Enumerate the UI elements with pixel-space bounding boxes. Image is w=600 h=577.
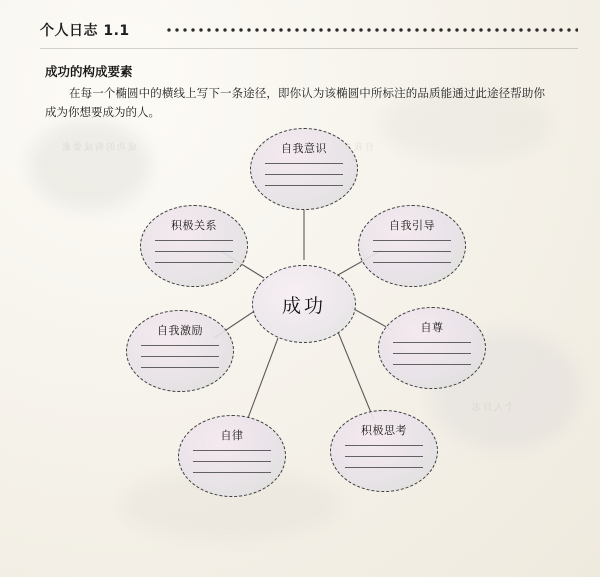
diagram-center-node (252, 265, 356, 343)
writing-lines[interactable] (345, 445, 423, 478)
writing-line[interactable] (393, 342, 471, 343)
node-label: 自我意识 (281, 142, 327, 155)
writing-line[interactable] (345, 467, 423, 468)
writing-line[interactable] (141, 356, 219, 357)
diagram-node-positive-relationships (140, 205, 248, 287)
writing-line[interactable] (265, 163, 343, 164)
writing-line[interactable] (345, 445, 423, 446)
writing-lines[interactable] (373, 240, 451, 273)
writing-line[interactable] (193, 472, 271, 473)
diagram-node-self-esteem (378, 307, 486, 389)
writing-line[interactable] (141, 345, 219, 346)
header-divider (40, 48, 578, 49)
node-label: 自律 (220, 429, 244, 442)
node-label: 自我引导 (389, 219, 435, 232)
diagram-node-self-direction (358, 205, 466, 287)
writing-lines[interactable] (393, 342, 471, 375)
writing-line[interactable] (345, 456, 423, 457)
page-title: 个人日志 1.1 (40, 23, 130, 39)
node-label: 自我激励 (157, 324, 203, 337)
diagram-node-self-motivation (126, 310, 234, 392)
writing-lines[interactable] (141, 345, 219, 378)
writing-line[interactable] (373, 262, 451, 263)
center-node-label: 成功 (281, 294, 326, 317)
writing-lines[interactable] (155, 240, 233, 273)
writing-line[interactable] (393, 353, 471, 354)
writing-line[interactable] (265, 174, 343, 175)
writing-line[interactable] (193, 461, 271, 462)
dotted-rule-decoration (165, 27, 578, 33)
writing-line[interactable] (265, 185, 343, 186)
writing-line[interactable] (141, 367, 219, 368)
writing-line[interactable] (155, 240, 233, 241)
section-heading: 成功的构成要素 (45, 64, 133, 79)
diagram-node-positive-thinking (330, 410, 438, 492)
bleed-through-text: 个人日志 (470, 402, 515, 412)
success-elements-diagram (0, 110, 600, 530)
node-label: 积极关系 (171, 219, 217, 232)
instruction-paragraph: 在每一个椭圆中的横线上写下一条途径，即你认为该椭圆中所标注的品质能通过此途径帮助你成为你想要成为的人。 (45, 86, 545, 119)
page-header (40, 20, 578, 44)
node-label: 自尊 (420, 321, 444, 334)
writing-line[interactable] (373, 251, 451, 252)
writing-line[interactable] (373, 240, 451, 241)
diagram-node-self-awareness (250, 128, 358, 210)
writing-line[interactable] (393, 364, 471, 365)
node-label: 积极思考 (361, 424, 407, 437)
diagram-node-self-discipline (178, 415, 286, 497)
bleed-through-text: 自我意识 (330, 142, 375, 152)
writing-line[interactable] (155, 262, 233, 263)
bleed-through-text: 成功的构成要素 (60, 142, 138, 152)
writing-line[interactable] (155, 251, 233, 252)
writing-lines[interactable] (193, 450, 271, 483)
writing-lines[interactable] (265, 163, 343, 196)
writing-line[interactable] (193, 450, 271, 451)
